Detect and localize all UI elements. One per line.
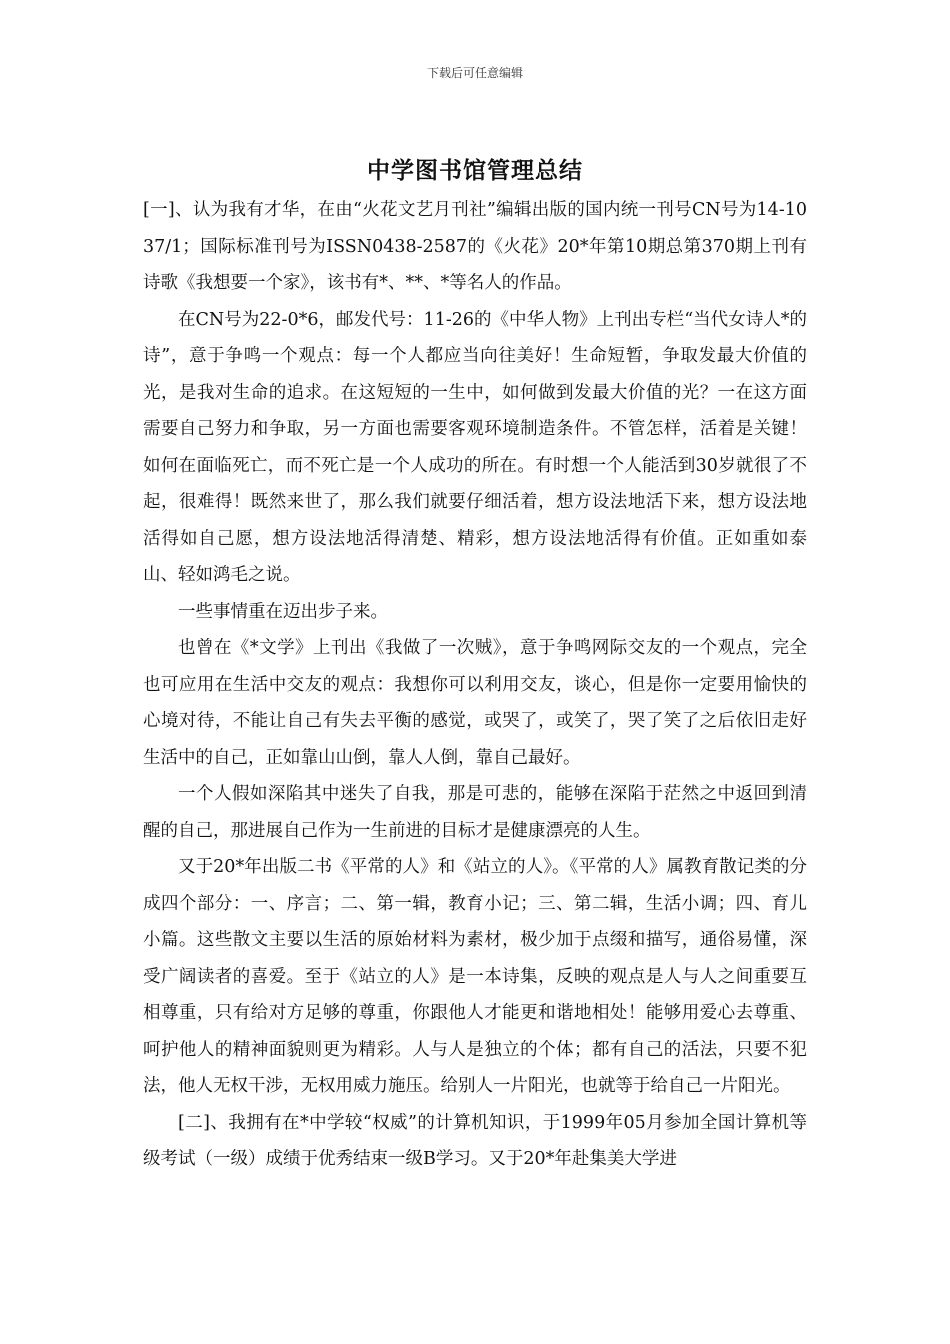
- paragraph: 又于20*年出版二书《平常的人》和《站立的人》。《平常的人》属教育散记类的分成四个部分：一、序言；二、第一辑，教育小记；三、第二辑，生活小调；四、育儿小篇。这些散文主要以生活的原始材料为素材，极少加于点缀和描写，通俗易懂，深受广阔读者的喜爱。至于《站立的人》是一本诗集，反映的观点是人与人之间重要互相尊重，只有给对方足够的尊重，你跟他人才能更和谐地相处！能够用爱心去尊重、呵护他人的精神面貌则更为精彩。人与人是独立的个体；都有自己的活法，只要不犯法，他人无权干涉，无权用威力施压。给别人一片阳光，也就等于给自己一片阳光。: [143, 857, 807, 1096]
- paragraph: 也曾在《*文学》上刊出《我做了一次贼》，意于争鸣网际交友的一个观点，完全也可应用在生活中交友的观点：我想你可以利用交友，谈心，但是你一定要用愉快的心境对待，不能让自己有失去平衡的感觉，或哭了，或笑了，哭了笑了之后依旧走好生活中的自己，正如靠山山倒，靠人人倒，靠自己最好。: [143, 638, 807, 768]
- paragraph: 一些事情重在迈出步子来。: [178, 601, 388, 622]
- paragraph: 一个人假如深陷其中迷失了自我，那是可悲的，能够在深陷于茫然之中返回到清醒的自己，那进展自己作为一生前进的目标才是健康漂亮的人生。: [143, 784, 807, 841]
- header-note: 下载后可任意编辑: [426, 66, 523, 80]
- document-title: 中学图书馆管理总结: [367, 158, 583, 184]
- paragraph: [二]、我拥有在*中学较“权威”的计算机知识，于1999年05月参加全国计算机等级考试（一级）成绩于优秀结束一级B学习。又于20*年赴集美大学进: [143, 1112, 807, 1169]
- paragraph: [一]、认为我有才华，在由“火花文艺月刊社”编辑出版的国内统一刊号CN号为14-1037/1；国际标准刊号为ISSN0438-2587的《火花》20*年第10期总第370期上刊有诗歌《我想要一个家》，该书有*、**、*等名人的作品。: [143, 200, 807, 293]
- paragraph: 在CN号为22-0*6，邮发代号：11-26的《中华人物》上刊出专栏“当代女诗人*的诗”，意于争鸣一个观点：每一个人都应当向往美好！生命短暂，争取发最大价值的光，是我对生命的追求。在这短短的一生中，如何做到发最大价值的光？一在这方面需要自己努力和争取，另一方面也需要客观环境制造条件。不管怎样，活着是关键！如何在面临死亡，而不死亡是一个人成功的所在。有时想一个人能活到30岁就很了不起，很难得！既然来世了，那么我们就要仔细活着，想方设法地活下来，想方设法地活得如自己愿，想方设法地活得清楚、精彩，想方设法地活得有价值。正如重如泰山、轻如鸿毛之说。: [143, 309, 807, 585]
- document-body: [143, 192, 807, 1178]
